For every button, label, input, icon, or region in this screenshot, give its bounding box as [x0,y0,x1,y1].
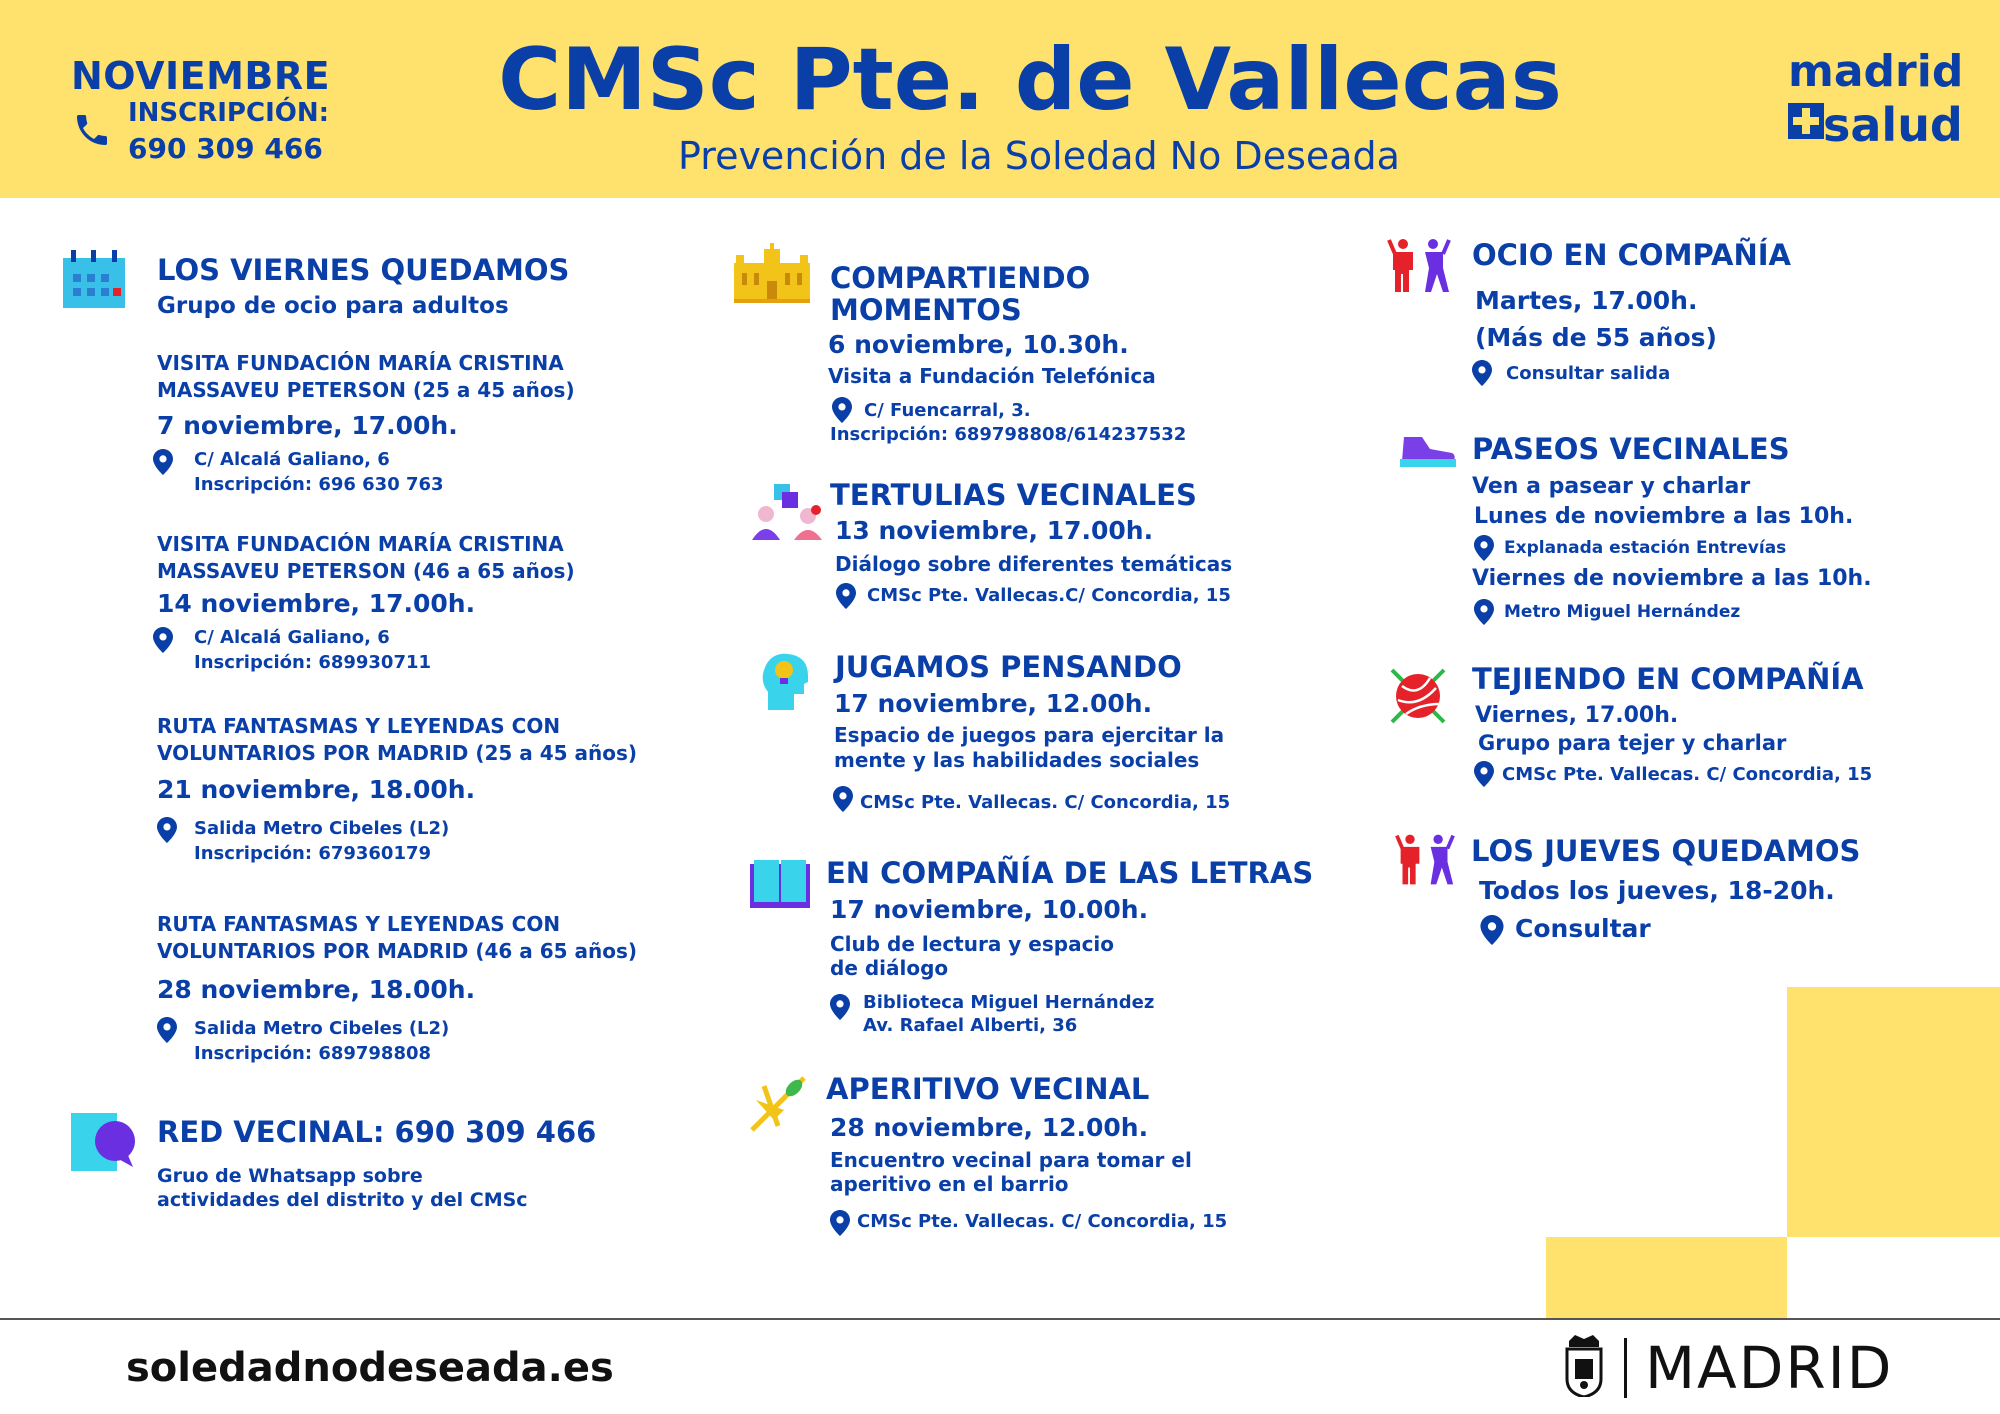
event-inscription: Inscripción: 689930711 [194,652,432,673]
event-date: 21 noviembre, 18.00h. [157,775,476,804]
red-vecinal-title: RED VECINAL: 690 309 466 [157,1115,597,1149]
location-pin-icon [1474,599,1494,625]
location-pin-icon [153,449,173,475]
jugamos-place: CMSc Pte. Vallecas. C/ Concordia, 15 [860,792,1231,813]
logo-cross-icon [1788,103,1824,139]
location-pin-icon [830,994,850,1020]
location-pin-icon [832,397,852,423]
event-place: C/ Alcalá Galiano, 6 [194,627,390,648]
paseos-desc: Ven a pasear y charlar [1472,474,1751,499]
tejiendo-desc: Grupo para tejer y charlar [1478,731,1787,755]
aperitivo-title: APERITIVO VECINAL [826,1072,1150,1106]
tejiendo-date: Viernes, 17.00h. [1475,703,1679,728]
page-subtitle: Prevención de la Soledad No Deseada [678,134,1400,178]
letras-desc: de diálogo [830,956,949,980]
location-pin-icon [1472,360,1492,386]
letras-date: 17 noviembre, 10.00h. [830,895,1149,924]
event-name: VOLUNTARIOS POR MADRID (46 a 65 años) [157,939,638,963]
red-vecinal-desc: actividades del distrito y del CMSc [157,1189,528,1211]
viernes-title: LOS VIERNES QUEDAMOS [157,253,570,287]
jueves-date: Todos los jueves, 18-20h. [1479,876,1835,905]
jugamos-desc: Espacio de juegos para ejercitar la [834,723,1225,747]
location-pin-icon [157,1017,177,1043]
calendar-icon [63,250,125,308]
tejiendo-title: TEJIENDO EN COMPAÑÍA [1472,662,1864,696]
jueves-place: Consultar [1515,914,1651,943]
sneaker-icon [1400,433,1456,467]
madrid-coat-of-arms-icon [1563,1335,1605,1397]
aperitivo-desc: aperitivo en el barrio [830,1172,1069,1196]
compartiendo-inscription: Inscripción: 689798808/614237532 [830,424,1187,445]
conversation-icon [752,484,824,540]
tejiendo-place: CMSc Pte. Vallecas. C/ Concordia, 15 [1502,764,1873,785]
aperitivo-place: CMSc Pte. Vallecas. C/ Concordia, 15 [857,1211,1228,1232]
tertulias-date: 13 noviembre, 17.00h. [835,516,1154,545]
people-dancing-icon [1395,833,1455,885]
people-dancing-icon [1387,238,1451,292]
jugamos-date: 17 noviembre, 12.00h. [834,689,1153,718]
location-pin-icon [1480,915,1504,945]
compartiendo-title: MOMENTOS [830,293,1022,327]
compartiendo-desc: Visita a Fundación Telefónica [828,364,1156,388]
location-pin-icon [830,1210,850,1236]
letras-place: Biblioteca Miguel Hernández [863,992,1155,1013]
event-name: RUTA FANTASMAS Y LEYENDAS CON [157,714,561,738]
palace-icon [734,243,810,303]
aperitivo-date: 28 noviembre, 12.00h. [830,1113,1149,1142]
location-pin-icon [153,627,173,653]
letras-desc: Club de lectura y espacio [830,932,1115,956]
paseos-title: PASEOS VECINALES [1472,432,1790,466]
ocio-age: (Más de 55 años) [1475,323,1717,352]
jugamos-desc: mente y las habilidades sociales [834,748,1200,772]
letras-place: Av. Rafael Alberti, 36 [863,1015,1078,1036]
event-inscription: Inscripción: 696 630 763 [194,474,444,495]
tertulias-place: CMSc Pte. Vallecas.C/ Concordia, 15 [867,585,1231,606]
inscription-phone: 690 309 466 [128,132,323,165]
event-date: 14 noviembre, 17.00h. [157,589,476,618]
cocktail-skewer-icon [750,1076,808,1132]
yarn-ball-icon [1390,668,1446,724]
viernes-subtitle: Grupo de ocio para adultos [157,293,509,319]
location-pin-icon [1474,535,1494,561]
aperitivo-desc: Encuentro vecinal para tomar el [830,1148,1192,1172]
letras-title: EN COMPAÑÍA DE LAS LETRAS [826,856,1314,890]
ocio-date: Martes, 17.00h. [1475,286,1698,315]
event-date: 28 noviembre, 18.00h. [157,975,476,1004]
location-pin-icon [1474,761,1494,787]
compartiendo-place: C/ Fuencarral, 3. [864,400,1031,421]
month-label: NOVIEMBRE [71,54,331,98]
footer-divider [0,1318,2000,1320]
inscription-label: INSCRIPCIÓN: [128,98,330,128]
logo-madrid-text: madrid [1788,46,1964,97]
jueves-title: LOS JUEVES QUEDAMOS [1471,834,1861,868]
ocio-title: OCIO EN COMPAÑÍA [1472,238,1791,272]
compartiendo-title: COMPARTIENDO [830,261,1091,295]
website-link[interactable]: soledadnodeseada.es [126,1345,614,1391]
footer-separator [1624,1338,1627,1398]
red-vecinal-desc: Gruo de Whatsapp sobre [157,1165,423,1187]
madrid-wordmark: MADRID [1645,1334,1894,1402]
paseos-place: Metro Miguel Hernández [1504,602,1741,622]
page-title: CMSc Pte. de Vallecas [498,30,1562,130]
event-name: VOLUNTARIOS POR MADRID (25 a 45 años) [157,741,638,765]
book-icon [750,860,810,908]
paseos-date: Viernes de noviembre a las 10h. [1472,566,1872,591]
paseos-date: Lunes de noviembre a las 10h. [1474,504,1854,529]
thinking-head-icon [760,652,810,710]
event-name: VISITA FUNDACIÓN MARÍA CRISTINA [157,351,564,375]
event-name: VISITA FUNDACIÓN MARÍA CRISTINA [157,532,564,556]
event-name: MASSAVEU PETERSON (25 a 45 años) [157,378,575,402]
logo-salud-text: salud [1823,98,1963,152]
decorative-square [1546,1237,1787,1318]
decorative-square [1787,987,2000,1237]
chat-bubble-icon [71,1113,137,1171]
event-place: Salida Metro Cibeles (L2) [194,818,450,839]
jugamos-title: JUGAMOS PENSANDO [835,650,1182,684]
paseos-place: Explanada estación Entrevías [1504,538,1787,558]
ocio-place: Consultar salida [1506,363,1671,384]
location-pin-icon [836,583,856,609]
event-name: RUTA FANTASMAS Y LEYENDAS CON [157,912,561,936]
tertulias-desc: Diálogo sobre diferentes temáticas [835,552,1233,576]
event-inscription: Inscripción: 689798808 [194,1043,432,1064]
event-name: MASSAVEU PETERSON (46 a 65 años) [157,559,575,583]
location-pin-icon [833,786,853,812]
event-place: C/ Alcalá Galiano, 6 [194,449,390,470]
location-pin-icon [157,817,177,843]
event-inscription: Inscripción: 679360179 [194,843,432,864]
tertulias-title: TERTULIAS VECINALES [830,478,1197,512]
compartiendo-date: 6 noviembre, 10.30h. [828,330,1129,359]
event-date: 7 noviembre, 17.00h. [157,411,458,440]
event-place: Salida Metro Cibeles (L2) [194,1018,450,1039]
